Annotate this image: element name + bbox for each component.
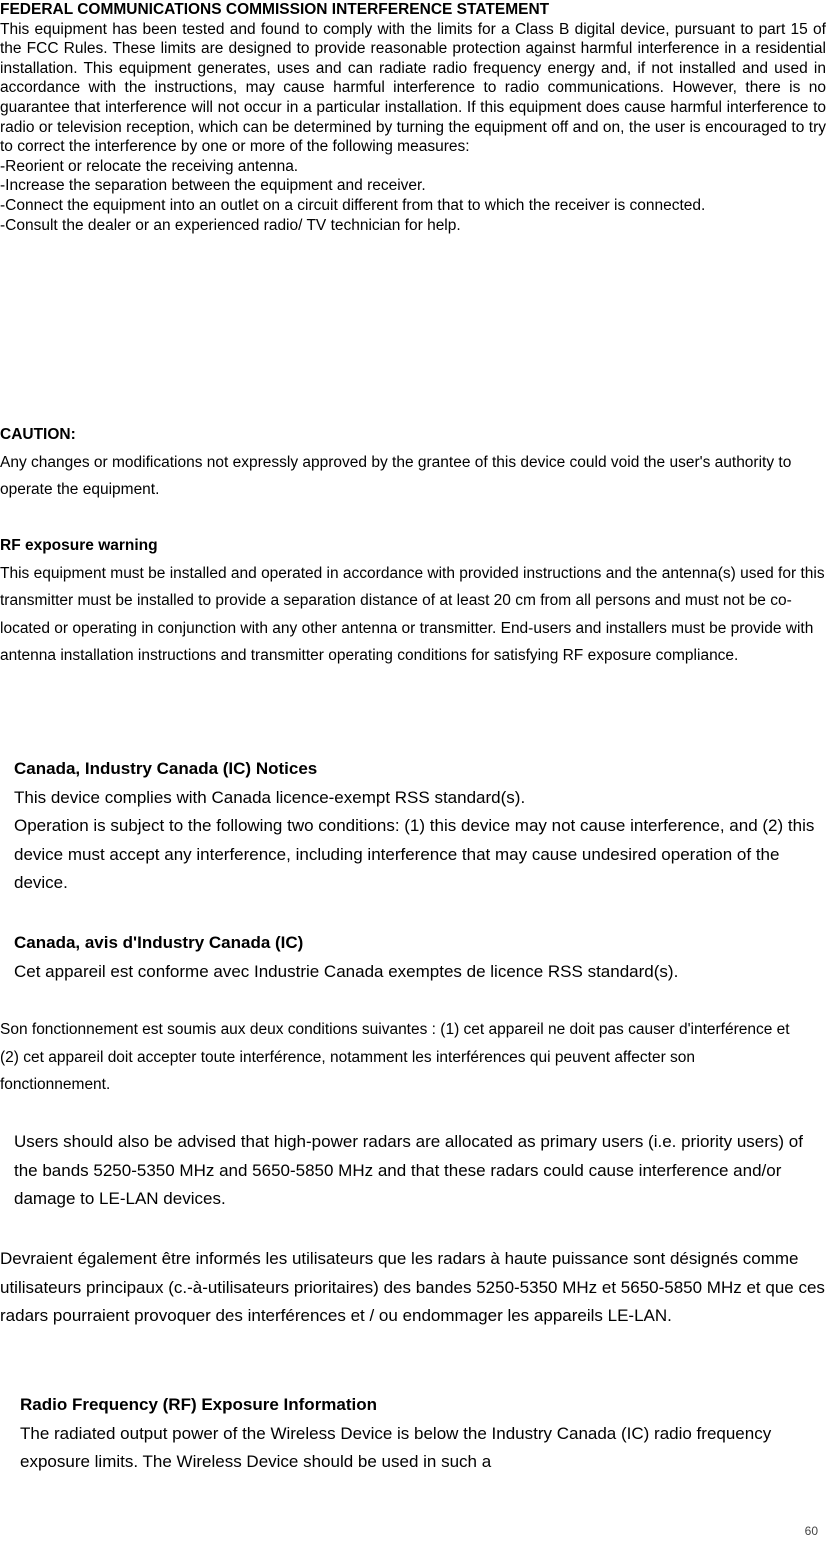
rf-warning-body: This equipment must be installed and operated in accordance with provided instructions and the antenna(s) used for this transmitter must be installed to provide a separation distance of at least 20 cm from all persons and must not be co-located or operating in conjunction with any other antenna or transmitter. End-users and installers must be provide with antenna installation instructions and transmitter operating conditions for satisfying RF exposure compliance. (0, 564, 825, 664)
ic-notices-fr-section (14, 929, 754, 986)
ic-fr-title: Canada, avis d'Industry Canada (IC) (14, 933, 304, 952)
fcc-measure-3: -Connect the equipment into an outlet on a circuit different from that to which the receiver is connected. (0, 196, 706, 214)
rf-warning-title: RF exposure warning (0, 537, 158, 554)
ic-fr-line1: Cet appareil est conforme avec Industrie Canada exemptes de licence RSS standard(s). (14, 961, 679, 981)
fcc-measure-1: -Reorient or relocate the receiving antenna. (0, 157, 299, 175)
fcc-measure-2: -Increase the separation between the equipment and receiver. (0, 177, 426, 195)
rf-info-title: Radio Frequency (RF) Exposure Information (20, 1395, 378, 1414)
caution-section (0, 421, 826, 504)
radar-fr-body: Devraient également être informés les utilisateurs que les radars à haute puissance sont désignés comme utilisateurs principaux (c.-à-utilisateurs prioritaires) des bandes 5250-5350 MHz et 5650-5850 MHz et que ces radars pourraient provoquer des interférences et / ou endommager les appareils LE-LAN. (0, 1249, 825, 1325)
ic-notices-fr-conditions (0, 1016, 800, 1099)
page-number: 60 (804, 1524, 818, 1538)
rf-info-body: The radiated output power of the Wireless Device is below the Industry Canada (IC) radio frequency exposure limits. The Wireless Device should be used in such a (20, 1423, 772, 1471)
radar-en-body: Users should also be advised that high-power radars are allocated as primary users (i.e. priority users) of the bands 5250-5350 MHz and 5650-5850 MHz and that these radars could cause interference and/or damage to LE-LAN devices. (14, 1132, 803, 1208)
ic-en-line2: Operation is subject to the following two conditions: (1) this device may not cause interference, and (2) this device must accept any interference, including interference that may cause undesired operation of the device. (14, 816, 815, 892)
caution-body: Any changes or modifications not expressly approved by the grantee of this device could void the user's authority to operate the equipment. (0, 453, 792, 498)
ic-fr-line2: Son fonctionnement est soumis aux deux conditions suivantes : (1) cet appareil ne doit pas causer d'interférence et (2) cet appareil doit accepter toute interférence, notamment les interférences qui peuvent affecter son fonctionnement. (0, 1021, 790, 1093)
rf-info-section (20, 1391, 820, 1477)
ic-notices-en-section (14, 755, 824, 898)
fcc-title: FEDERAL COMMUNICATIONS COMMISSION INTERFERENCE STATEMENT (0, 1, 550, 18)
radar-en-section (14, 1128, 826, 1214)
caution-title: CAUTION: (0, 426, 76, 443)
fcc-measure-4: -Consult the dealer or an experienced radio/ TV technician for help. (0, 216, 461, 234)
fcc-body: This equipment has been tested and found to comply with the limits for a Class B digital device, pursuant to part 15 of the FCC Rules. These limits are designed to provide reasonable protection against harmful interference in a residential installation. This equipment generates, uses and can radiate radio frequency energy and, if not installed and used in accordance with the instructions, may cause harmful interference to radio communications. However, there is no guarantee that interference will not occur in a particular installation. If this equipment does cause harmful interference to radio or television reception, which can be determined by turning the equipment off and on, the user is encouraged to try to correct the interference by one or more of the following measures: (0, 20, 826, 156)
ic-en-title: Canada, Industry Canada (IC) Notices (14, 759, 318, 778)
ic-en-line1: This device complies with Canada licence-exempt RSS standard(s). (14, 787, 526, 807)
fcc-statement-section (0, 0, 826, 235)
radar-fr-section (0, 1245, 826, 1331)
rf-warning-section (0, 532, 826, 670)
